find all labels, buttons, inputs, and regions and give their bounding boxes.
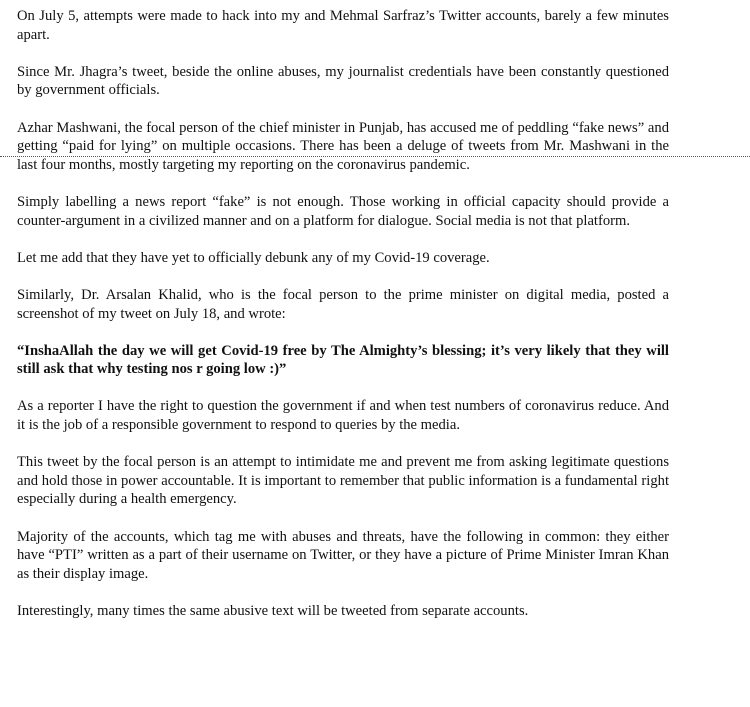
paragraph-mashwani-accusations: Azhar Mashwani, the focal person of the chief minister in Punjab, has accused me of peddling “fake news” and getting “paid for lying” on multiple occasions. There has been a deluge of tweets from Mr. Mashwani in the last four months, mostly targeting my reporting on the coronavirus pandemic. bbox=[17, 119, 669, 173]
paragraph-intimidation: This tweet by the focal person is an attempt to intimidate me and prevent me from asking legitimate questions and hold those in power accountable. It is important to remember that public information is a fundamental right especially during a health emergency. bbox=[17, 454, 669, 508]
paragraph-accounts-common: Majority of the accounts, which tag me with abuses and threats, have the following in common: they either have “PTI” written as a part of their username on Twitter, or they have a picture of Prime Minister Imran Khan as their display image. bbox=[17, 528, 669, 582]
paragraph-same-text: Interestingly, many times the same abusive text will be tweeted from separate accounts. bbox=[17, 603, 529, 619]
paragraph-credentials-questioned: Since Mr. Jhagra’s tweet, beside the online abuses, my journalist credentials have been constantly questioned by government officials. bbox=[17, 63, 669, 99]
block-quote-tweet: “InshaAllah the day we will get Covid-19 free by The Almighty’s blessing; it’s very likely that they will still ask that why testing nos r going low :)” bbox=[17, 342, 669, 378]
paragraph-reporter-right: As a reporter I have the right to question the government if and when test numbers of coronavirus reduce. And it is the job of a responsible government to respond to queries by the media. bbox=[17, 398, 669, 434]
article-body bbox=[17, 7, 669, 621]
page-break-divider bbox=[0, 156, 750, 157]
paragraph-hack-attempt: On July 5, attempts were made to hack into my and Mehmal Sarfraz’s Twitter accounts, barely a few minutes apart. bbox=[17, 8, 669, 43]
paragraph-fake-label: Simply labelling a news report “fake” is not enough. Those working in official capacity should provide a counter-argument in a civilized manner and on a platform for dialogue. Social media is not that platform. bbox=[17, 193, 669, 229]
paragraph-debunk: Let me add that they have yet to officially debunk any of my Covid-19 coverage. bbox=[17, 249, 490, 266]
paragraph-khalid-screenshot: Similarly, Dr. Arsalan Khalid, who is the focal person to the prime minister on digital media, posted a screenshot of my tweet on July 18, and wrote: bbox=[17, 286, 669, 322]
